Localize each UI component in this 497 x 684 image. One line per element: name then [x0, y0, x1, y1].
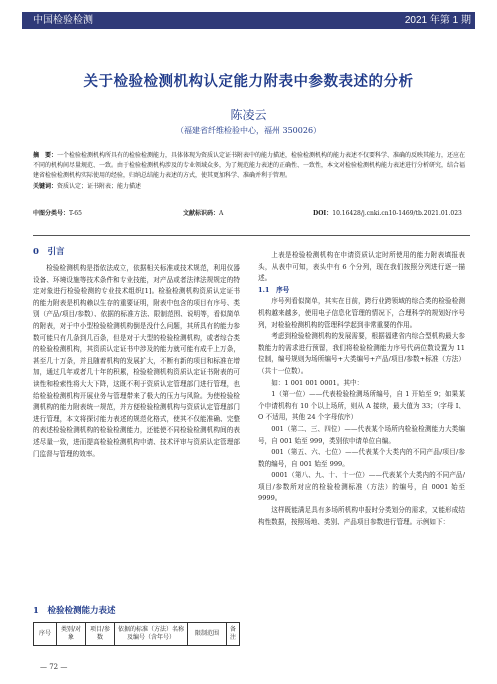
paragraph: 考虑到检验检测机构的发展需要，根据福建省内综合型机构最大参数能力的需求进行预留，我们将检验检测能力序号代码位数设置为 11 位制，编号规则为场所编号+大类编号+产品/项目/参数+标准（方法）（共十一位数）。 — [258, 332, 465, 375]
section-number: 0 — [33, 247, 39, 257]
section-heading-intro — [33, 245, 64, 257]
keywords-line — [33, 182, 470, 192]
paragraph: 001（第二、三、四位）——代表某个场所内检验检测能力大类编号，自 001 始至 999，类别依申请单位自编。 — [258, 424, 465, 445]
paragraph: 如：1 001 001 0001。其中： — [271, 378, 364, 387]
paragraph: 0001（第八、九、十、十一位）——代表某个大类内的不同产品/项目/参数所对应的检验检测标准（方法）的编号，自 0001 始至 9999。 — [258, 471, 465, 503]
right-column — [258, 250, 465, 528]
doi-label: DOI： — [313, 210, 333, 217]
journal-name: 中国检验检测 — [33, 15, 93, 26]
doi-field — [313, 209, 470, 219]
clc-label: 中图分类号： — [33, 210, 70, 217]
doc-code-value: A — [219, 210, 224, 217]
affiliation: （福建省纤维检验中心，福州 350026） — [175, 126, 322, 135]
table-header-cell: 项目/参数 — [86, 623, 115, 646]
paragraph: 1（第一位）——代表检验检测场所编号，自 1 开始至 9；如果某个申请机构有 10 个以上场所，则从 A 接续，最大值为 33；（字母 I、O 不适用，其他 24 个字母依序） — [258, 390, 465, 422]
doc-code-label: 文献标识码： — [183, 210, 220, 217]
subsection-heading: 1.1 序号 — [258, 285, 290, 294]
section-title: 检验检测能力表述 — [47, 606, 116, 616]
divider — [33, 235, 470, 236]
left-column — [33, 263, 240, 460]
paragraph: 上表是检验检测机构在申请资质认定时所使用的能力附表填报表头，从表中可知，表头中有 6 个分列，现在我们按照分列进行逐一描述。 — [258, 251, 465, 283]
abstract-block — [33, 151, 470, 192]
table-header-cell: 序号 — [34, 623, 57, 646]
table-header-cell: 类别/对象 — [57, 623, 86, 646]
clc-field — [33, 209, 183, 219]
keywords-label: 关键词： — [33, 182, 58, 190]
article-meta — [33, 209, 470, 219]
table-header-cell: 依据的标准（方法）名称及编号（含年号） — [115, 623, 188, 646]
abstract-text: 一个检验检测机构所具有的检验检测能力，具体体现为资质认定证书附表中的能力描述，检验检测机构的能力表述不仅要科学、准确的反映其能力，还应在不同的机构间尽量规范、一致。由于检验检测机构涉及的专业领域众多，为了规范能力表述的正确性、一致性，本文对检验检测机构能力表述进行分析研究，结合福建省检验检测机构实际使用的经验，归纳总结能力表述的方式，使其更加科学、准确并利于管理。 — [33, 152, 466, 180]
page-number: — 72 — — [40, 663, 68, 671]
clc-value: T-65 — [69, 210, 82, 217]
paragraph: 序号列看似简单，其实在目前，跨行业跨领域的综合类的检验检测机构越来越多，使用电子信息化管理的情况下，合理科学的规划好序号列，对检验检测机构的管理科学起到非常重要的作用。 — [258, 297, 465, 329]
table-header-cell: 限制范围 — [188, 623, 227, 646]
section-number: 1 — [33, 606, 39, 616]
table-header-row — [34, 623, 240, 646]
section-heading-capability — [33, 604, 115, 616]
section-title: 引言 — [47, 247, 65, 257]
capability-table-header — [33, 622, 240, 646]
doc-code-field — [183, 209, 313, 219]
paragraph: 001（第五、六、七位）——代表某个大类内的不同产品/项目/参数的编号，自 001 始至 999。 — [258, 448, 465, 468]
author-name: 陈凌云 — [230, 108, 267, 122]
doi-value: 10.16428/j.cnki.cn10-1469/tb.2021.01.023 — [332, 210, 462, 217]
issue-label: 2021 年第 1 期 — [404, 15, 471, 26]
abstract-paragraph — [33, 151, 470, 182]
keywords-text: 资质认定；证书附表；能力描述 — [57, 182, 142, 190]
abstract-label: 摘 要： — [33, 152, 58, 159]
paper-title: 关于检验检测机构认定能力附表中参数表述的分析 — [83, 73, 414, 90]
table-header-cell: 备注 — [227, 623, 240, 646]
paragraph: 这样既能满足具有多场所机构申报时分类划分的需求，又能形成结构性数据，按照场地、类别、产品项目参数进行管理。示例如下： — [258, 506, 465, 526]
intro-paragraph: 检验检测机构是指依法成立，依据相关标准或技术规范，利用仪器设备、环境设施等技术条件和专业技能，对产品或者法律法规规定的特定对象进行检验检测的专业技术组织[1]。检验检测机构资质认定证书的能力附表是机构赖以生存的重要证明，附表中包含的项目有序号、类别（产品/项目/参数）、依据的标准方法、限制范围、说明等，看似简单的附表，对于中小型检验检测机构倒是没什么问题，其所具有的能力参数可能只有几条到几百条，但是对于大型的检验检测机构，或者综合类的检验检测机构，其资质认定证书中涉及的能力就可能有成千上万条，甚至几十万条，并且随着机构的发展扩大，不断有新的项目和标准在增加，通过几年或者几十年的积累，检验检测机构资质认定证书附表的可读性和检索性将大大下降，这既不利于资质认定管理部门进行管理，也给检验检测机构开展业务与管理带来了极大的压力与风险。为使检验检测机构的能力附表统一规范，并方便检验检测机构与资质认定管理部门进行管理，本文将探讨能力表述的规范化格式，使其不仅能准确、完整的表述检验检测机构的检验检测能力，还能使不同检验检测机构间的表述尽量一致，进而提高检验检测机构申请、技术评审与资质认定管理部门监督与管理的效率。 — [33, 264, 240, 458]
